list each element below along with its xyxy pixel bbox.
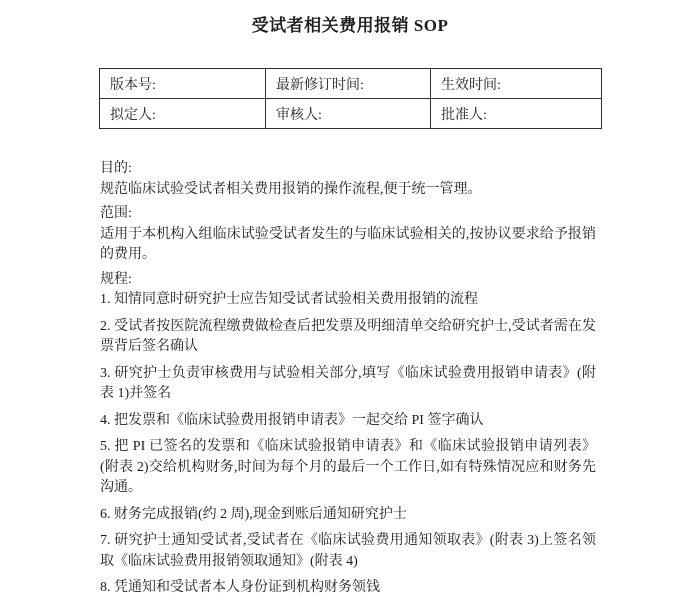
approver-label-cell: 批准人: — [431, 99, 602, 129]
scope-heading: 范围: — [100, 206, 132, 221]
revision-time-label-cell: 最新修订时间: — [266, 69, 431, 99]
info-table-row-1 — [100, 69, 602, 99]
procedure-heading: 规程: — [100, 271, 132, 287]
purpose-body: 规范临床试验受试者相关费用报销的操作流程,便于统一管理。 — [100, 181, 482, 197]
procedure-item-7: 7. 研究护士通知受试者,受试者在《临床试验费用通知领取表》(附表 3)上签名领取《临床试验费用报销领取通知》(附表 4) — [100, 533, 596, 569]
reviewer-label-cell: 审核人: — [266, 99, 431, 129]
procedure-item-4: 4. 把发票和《临床试验费用报销申请表》一起交给 PI 签字确认 — [100, 412, 484, 428]
scope-body: 适用于本机构入组临床试验受试者发生的与临床试验相关的,按协议要求给予报销的费用。 — [100, 226, 596, 262]
document-body — [100, 159, 596, 599]
procedure-item-1: 1. 知情同意时研究护士应告知受试者试验相关费用报销的流程 — [100, 292, 478, 307]
effective-time-label-cell: 生效时间: — [431, 69, 602, 99]
drafter-label-cell: 拟定人: — [100, 99, 266, 129]
procedure-item-2: 2. 受试者按医院流程缴费做检查后把发票及明细清单交给研究护士,受试者需在发票背后签名确认 — [100, 318, 596, 354]
purpose-heading: 目的: — [100, 161, 132, 176]
version-label-cell: 版本号: — [100, 69, 266, 99]
procedure-item-5: 5. 把 PI 已签名的发票和《临床试验报销申请表》和《临床试验报销申请列表》(附表 2)交给机构财务,时间为每个月的最后一个工作日,如有特殊情况应和财务先沟通。 — [100, 439, 596, 495]
procedure-item-3: 3. 研究护士负责审核费用与试验相关部分,填写《临床试验费用报销申请表》(附表 1)并签名 — [100, 365, 596, 401]
info-table-row-2 — [100, 99, 602, 129]
document-title: 受试者相关费用报销 SOP — [251, 16, 449, 35]
procedure-item-6: 6. 财务完成报销(约 2 周),现金到账后通知研究护士 — [100, 506, 407, 522]
procedure-item-8: 8. 凭通知和受试者本人身份证到机构财务领钱 — [100, 580, 380, 595]
info-table — [99, 68, 602, 129]
